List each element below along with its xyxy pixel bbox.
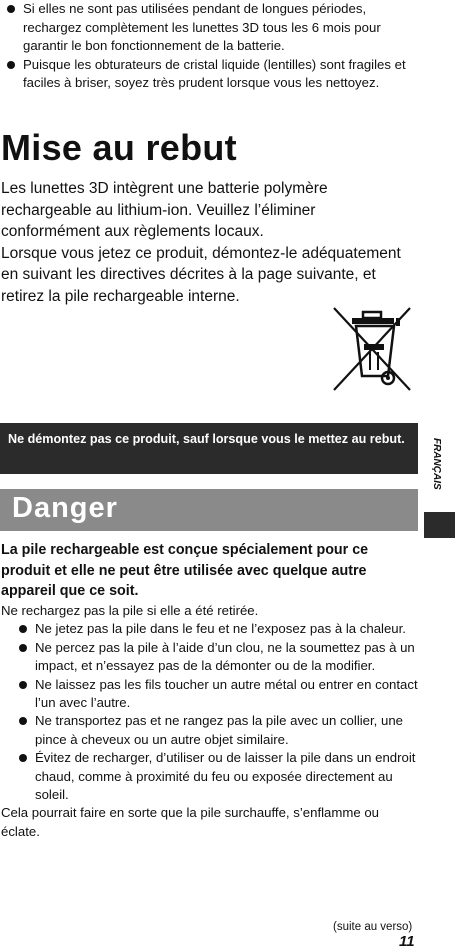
danger-outro: Cela pourrait faire en sorte que la pile surchauffe, s’enflamme ou éclate. <box>1 805 380 839</box>
list-item <box>17 620 421 638</box>
bullet-icon <box>7 61 15 69</box>
language-tab <box>427 430 451 510</box>
disassembly-notice: Ne démontez pas ce produit, sauf lorsque vous le mettez au rebut. <box>0 423 418 474</box>
rebut-body <box>1 178 416 307</box>
bullet-icon <box>19 754 27 762</box>
list-item <box>17 676 421 713</box>
bullet-icon <box>19 644 27 652</box>
list-item <box>5 56 420 93</box>
rebut-paragraph-1: Les lunettes 3D intègrent une batterie polymère rechargeable au lithium-ion. Veuillez l’éliminer conformément aux règlements locaux. <box>1 180 328 240</box>
bullet-text: Si elles ne sont pas utilisées pendant de longues périodes, rechargez complètement les lunettes 3D tous les 6 mois pour garantir le bon fonctionnement de la batterie. <box>23 1 381 53</box>
crossed-out-wheeled-bin-icon <box>330 304 414 394</box>
page-number: 11 <box>399 933 415 950</box>
language-tab-marker <box>424 512 455 538</box>
bullet-icon <box>7 5 15 13</box>
bullet-icon <box>19 625 27 633</box>
bullet-text: Évitez de recharger, d’utiliser ou de laisser la pile dans un endroit chaud, comme à proximité du feu ou exposée directement au soleil. <box>35 750 416 803</box>
bullet-text: Ne laissez pas les fils toucher un autre métal ou entrer en contact l’un avec l’autre. <box>35 676 418 711</box>
danger-intro: Ne rechargez pas la pile si elle a été retirée. <box>1 603 259 618</box>
bullet-text: Ne transportez pas et ne rangez pas la pile avec un collier, une pince à cheveux ou un autre objet similaire. <box>35 713 404 747</box>
list-item <box>5 0 420 56</box>
bullet-text: Ne percez pas la pile à l’aide d’un clou, ne la soumettez pas à un impact, et n’essayez pas de la démonter ou de la modifier. <box>35 639 415 674</box>
list-item <box>17 639 421 676</box>
language-tab-label-svg <box>427 430 451 510</box>
section-heading-rebut: Mise au rebut <box>1 127 237 168</box>
top-bullet-list <box>5 0 420 93</box>
danger-body <box>1 602 421 841</box>
danger-heading: Danger <box>0 489 418 531</box>
danger-lead-text: La pile rechargeable est conçue spécialement pour ce produit et elle ne peut être utilisée avec quelque autre appareil que ce soit. <box>1 542 369 599</box>
danger-bullet-list <box>1 620 421 804</box>
rebut-paragraph-2: Lorsque vous jetez ce produit, démontez-le adéquatement en suivant les directives décrites à la page suivante, et retirez la pile rechargeable interne. <box>1 244 401 305</box>
bullet-icon <box>19 681 27 689</box>
bullet-icon <box>19 717 27 725</box>
list-item <box>17 749 421 804</box>
bullet-text: Ne jetez pas la pile dans le feu et ne l’exposez pas à la chaleur. <box>35 621 406 637</box>
continued-note: (suite au verso) <box>333 921 413 933</box>
language-tab-label: FRANÇAIS <box>431 438 442 490</box>
list-item <box>17 712 421 749</box>
bullet-text: Puisque les obturateurs de cristal liquide (lentilles) sont fragiles et faciles à briser, soyez très prudent lorsque vous les nettoyez. <box>23 56 406 90</box>
